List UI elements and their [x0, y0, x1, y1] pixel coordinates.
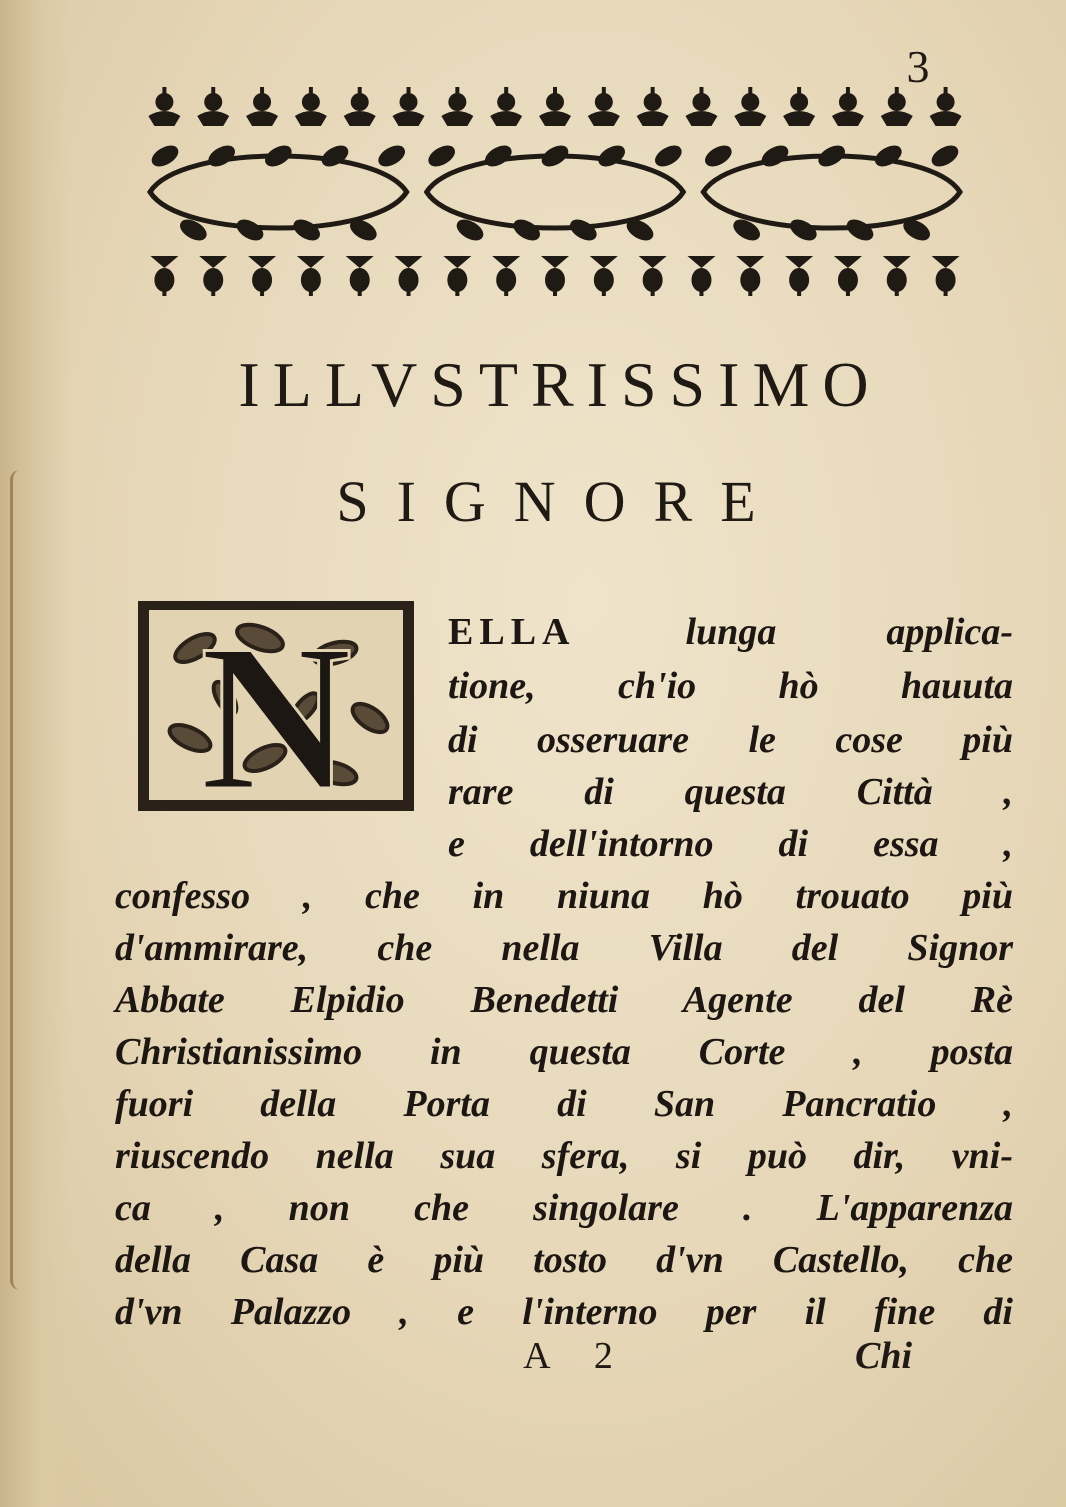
- text-line: tione, ch'io hò hauuta: [448, 665, 1013, 707]
- vine-leaf: [237, 219, 264, 241]
- acorn-motif: [490, 87, 522, 126]
- acorn-motif: [541, 256, 569, 296]
- acorn-motif: [297, 256, 325, 296]
- text-line: confesso , che in niuna hò trouato più: [115, 875, 1013, 917]
- text-line: rare di questa Città ,: [448, 771, 1013, 813]
- vine-leaf: [428, 145, 455, 167]
- vine-leaf: [513, 219, 540, 241]
- acorn-motif: [932, 256, 960, 296]
- dedication-title: ILLVSTRISSIMO: [238, 349, 882, 420]
- signature-mark: A 2: [523, 1335, 631, 1377]
- acorn-motif: [346, 256, 374, 296]
- acorn-motif: [590, 256, 618, 296]
- acorn-motif: [197, 87, 229, 126]
- vine-loop: [427, 156, 684, 228]
- acorn-motif: [834, 256, 862, 296]
- text-line: della Casa è più tosto d'vn Castello, che: [115, 1239, 1013, 1281]
- acorn-motif: [637, 87, 669, 126]
- vine-leaf: [293, 219, 320, 241]
- decorated-initial: [135, 598, 417, 814]
- vine-leaf: [485, 145, 512, 167]
- vine-leaf: [208, 145, 235, 167]
- acorn-motif: [395, 256, 423, 296]
- text-line: e dell'intorno di essa ,: [448, 823, 1013, 865]
- vine-leaf: [655, 145, 682, 167]
- acorn-motif: [295, 87, 327, 126]
- vine-leaf: [847, 219, 874, 241]
- acorn-motif: [639, 256, 667, 296]
- text-line: fuori della Porta di San Pancratio ,: [115, 1083, 1013, 1125]
- vine-leaf: [818, 145, 845, 167]
- acorn-motif: [930, 87, 962, 126]
- text-line: riuscendo nella sua sfera, si può dir, vni-: [115, 1135, 1013, 1177]
- acorn-motif: [785, 256, 813, 296]
- binding-stitch-mark: [10, 470, 35, 1290]
- acorn-motif: [883, 256, 911, 296]
- vine-leaf: [542, 145, 569, 167]
- vine-leaf: [378, 145, 405, 167]
- dropcap-letter: N: [200, 602, 352, 814]
- vine-leaf: [627, 219, 654, 241]
- vine-leaf: [265, 145, 292, 167]
- vine-leaf: [790, 219, 817, 241]
- text-line: di osseruare le cose più: [448, 719, 1013, 761]
- text-line: ELLA lunga applica-: [448, 611, 1013, 653]
- acorn-motif: [685, 87, 717, 126]
- text-line: d'vn Palazzo , e l'interno per il fine di: [115, 1291, 1013, 1333]
- page-number: 3: [906, 41, 930, 92]
- acorn-motif: [393, 87, 425, 126]
- vine-leaf: [570, 219, 597, 241]
- acorn-motif: [783, 87, 815, 126]
- vine-leaf: [152, 145, 179, 167]
- vine-leaf: [705, 145, 732, 167]
- woodcut-headpiece-ornament: [140, 84, 970, 300]
- acorn-motif: [492, 256, 520, 296]
- acorn-motif: [687, 256, 715, 296]
- catchword: Chi: [855, 1335, 913, 1377]
- acorn-motif: [881, 87, 913, 126]
- acorn-motif: [246, 87, 278, 126]
- acorn-motif: [344, 87, 376, 126]
- vine-leaf: [903, 219, 930, 241]
- acorn-motif: [150, 256, 178, 296]
- text-line: ca , non che singolare . L'apparenza: [115, 1187, 1013, 1229]
- text-line: Abbate Elpidio Benedetti Agente del Rè: [115, 979, 1013, 1021]
- acorn-motif: [588, 87, 620, 126]
- dedication-subtitle: SIGNORE: [336, 469, 784, 534]
- vine-loop: [703, 156, 960, 228]
- acorn-motif: [148, 87, 180, 126]
- acorn-motif: [199, 256, 227, 296]
- text-line: d'ammirare, che nella Villa del Signor: [115, 927, 1013, 969]
- vine-leaf: [762, 145, 789, 167]
- acorn-motif: [248, 256, 276, 296]
- vine-loop: [150, 156, 407, 228]
- vine-leaf: [932, 145, 959, 167]
- text-line: Christianissimo in questa Corte , posta: [115, 1031, 1013, 1073]
- acorn-motif: [443, 256, 471, 296]
- acorn-motif: [736, 256, 764, 296]
- acorn-motif: [441, 87, 473, 126]
- vine-leaf: [350, 219, 377, 241]
- acorn-motif: [539, 87, 571, 126]
- acorn-motif: [734, 87, 766, 126]
- acorn-motif: [832, 87, 864, 126]
